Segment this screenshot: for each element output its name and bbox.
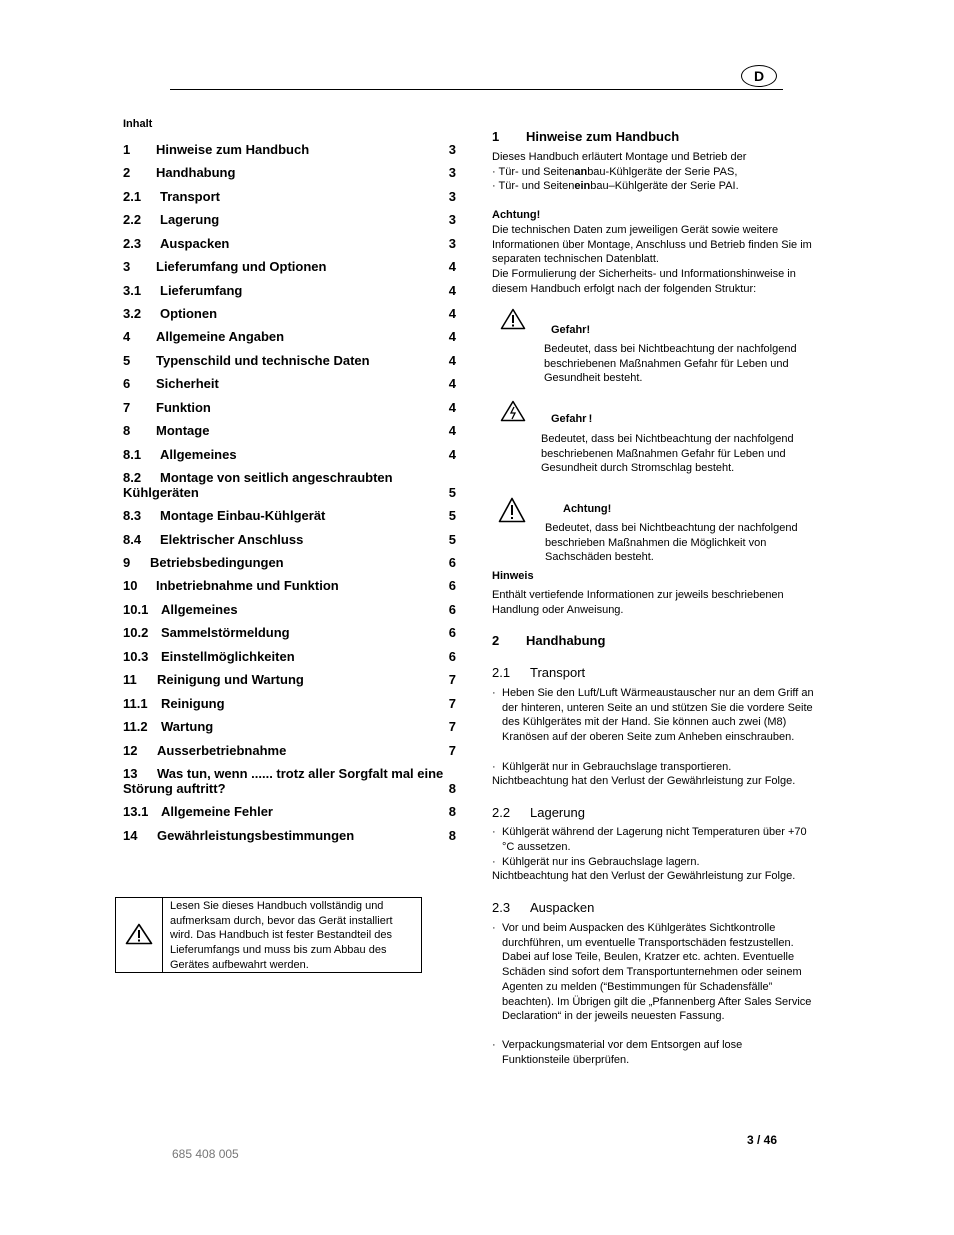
toc-entry (123, 555, 456, 570)
series-pai-line: · Tür- und Seiteneinbau–Kühlgeräte der Serie PAI. (492, 180, 739, 193)
toc-entry-page: 4 (448, 400, 456, 415)
toc-entry-number: 4 (123, 329, 131, 344)
toc-entry-number: 3 (123, 259, 131, 274)
lagerung-note: Nichtbeachtung hat den Verlust der Gewährleistung zur Folge. (492, 870, 796, 882)
toc-entry-page: 7 (448, 672, 456, 687)
toc-entry (123, 470, 456, 500)
caution-triangle-icon (498, 497, 526, 523)
toc-entry-page: 5 (448, 532, 456, 547)
toc-entry (123, 532, 456, 547)
achtung-caution-text: Bedeutet, dass bei Nichtbeachtung der nachfolgend beschrieben Maßnahmen die Möglichkeit von Sachschäden besteht. (545, 522, 798, 564)
toc-entry-number: 8.3 (123, 508, 142, 523)
toc-entry-title: Allgemeine Angaben (156, 329, 285, 344)
toc-entry-page: 6 (448, 602, 456, 617)
toc-entry-title: Sicherheit (156, 376, 219, 391)
section-title: Hinweise zum Handbuch (526, 129, 680, 144)
list-item: · Verpackungsmaterial vor dem Entsorgen auf lose Funktionsteile überprüfen. (492, 1039, 743, 1066)
toc-entry-page: 7 (448, 719, 456, 734)
hinweis-text: Enthält vertiefende Informationen zur jeweils beschriebenen Handlung oder Anweisung. (492, 589, 784, 616)
toc-entry-page: 8 (448, 828, 456, 843)
toc-entry (123, 696, 456, 711)
section-2-1-heading: 2.1 Transport (492, 665, 586, 680)
toc-entry-title: Lieferumfang (160, 283, 243, 298)
toc-entry-page: 4 (448, 329, 456, 344)
toc-entry-title: Typenschild und technische Daten (156, 353, 370, 368)
toc-entry (123, 828, 456, 843)
toc-entry-number: 2 (123, 165, 131, 180)
toc-entry-number: 11 (123, 672, 137, 687)
language-badge: D (741, 65, 777, 87)
toc-entry-number: 7 (123, 400, 131, 415)
toc-entry-number: 10.3 (123, 649, 149, 664)
section-2-2-heading: 2.2 Lagerung (492, 805, 585, 820)
toc-entry-title: Einstellmöglichkeiten (161, 649, 295, 664)
list-item: · Kühlgerät nur ins Gebrauchslage lagern. (492, 856, 700, 868)
achtung-caution-label: Achtung! (563, 503, 612, 515)
electric-hazard-icon (500, 400, 526, 422)
toc-entry-number: 8.4 (123, 532, 142, 547)
toc-entry-page: 3 (448, 212, 456, 227)
toc-entry-page: 8 (448, 781, 456, 796)
gefahr-label: Gefahr! (551, 324, 591, 336)
toc-entry-title: Hinweise zum Handbuch (156, 142, 310, 157)
toc-entry-title: Transport (160, 189, 220, 204)
toc-entry (123, 423, 456, 438)
toc-entry-page: 5 (448, 485, 456, 500)
achtung-label: Achtung! (492, 209, 541, 221)
document-number: 685 408 005 (172, 1147, 239, 1161)
toc-entry-number: 9 (123, 555, 131, 570)
warning-triangle-icon (500, 308, 526, 330)
toc-entry (123, 766, 456, 796)
toc-entry-number: 2.2 (123, 212, 142, 227)
toc-entry-number: 10.1 (123, 602, 149, 617)
toc-entry-title: Montage Einbau-Kühlgerät (160, 508, 326, 523)
toc-entry-title: Lieferumfang und Optionen (156, 259, 327, 274)
toc-entry-page: 4 (448, 353, 456, 368)
toc-entry-number: 11.1 (123, 696, 148, 711)
toc-entry (123, 743, 456, 758)
toc-entry-page: 3 (448, 236, 456, 251)
toc-entry-number: 8.2 (123, 470, 142, 485)
toc-entry (123, 672, 456, 687)
toc-title: Inhalt (123, 118, 153, 130)
toc-entry-title: Montage (156, 423, 210, 438)
toc-entry-page: 4 (448, 283, 456, 298)
toc-entry (123, 142, 456, 157)
toc-entry-number: 13.1 (123, 804, 149, 819)
toc-entry-page: 7 (448, 696, 456, 711)
toc-entry-title: Allgemeine Fehler (161, 804, 273, 819)
toc-entry-title: Ausserbetriebnahme (157, 743, 287, 758)
toc-entry (123, 283, 456, 298)
toc-entry-page: 4 (448, 447, 456, 462)
toc-entry-page: 3 (448, 189, 456, 204)
section-2-heading: 2 Handhabung (492, 633, 606, 648)
toc-entry (123, 376, 456, 391)
page-number: 3 / 46 (747, 1133, 778, 1147)
toc-entry-number: 5 (123, 353, 131, 368)
toc-entry (123, 508, 456, 523)
toc-entry-title: Handhabung (156, 165, 236, 180)
toc-entry (123, 649, 456, 664)
toc-entry-title: Optionen (160, 306, 218, 321)
toc-entry-page: 4 (448, 423, 456, 438)
toc-entry-number: 8.1 (123, 447, 142, 462)
header-divider (170, 89, 783, 90)
toc-entry-number: 10.2 (123, 625, 149, 640)
gefahr-text: Bedeutet, dass bei Nichtbeachtung der nachfolgend beschriebenen Maßnahmen Gefahr für Leben und Gesundheit besteht. (544, 343, 797, 385)
toc-entry (123, 578, 456, 593)
toc-entry-page: 4 (448, 376, 456, 391)
toc-entry-page: 6 (448, 555, 456, 570)
toc-entry-page: 6 (448, 625, 456, 640)
toc-entry (123, 306, 456, 321)
toc-entry (123, 259, 456, 274)
toc-entry-page: 3 (448, 142, 456, 157)
toc-entry-number: 3.1 (123, 283, 142, 298)
toc-entry-number: 13 (123, 766, 138, 781)
gefahr-electric-text: Bedeutet, dass bei Nichtbeachtung der nachfolgend beschriebenen Maßnahmen Gefahr für Leben und Gesundheit durch Stromschlag besteht. (541, 433, 794, 475)
toc-entry-page: 5 (448, 508, 456, 523)
toc-entry-title: Wartung (161, 719, 214, 734)
toc-entry-page: 8 (448, 804, 456, 819)
toc-entry (123, 625, 456, 640)
warning-triangle-icon (116, 898, 163, 972)
achtung-text: Die technischen Daten zum jeweiligen Gerät sowie weitere Informationen über Montage, Anschluss und Betrieb finden Sie im separaten technischen Datenblatt. Die Formulierung der Sicherheits- und Informationshinweise in diesem Handbuch erfolgt nach der folgenden Struktur: (492, 224, 812, 295)
toc-entry-title: Was tun, wenn ...... trotz aller Sorgfalt mal eine Störung auftritt? (123, 766, 444, 796)
toc-entry-title: Auspacken (160, 236, 230, 251)
intro-text: Dieses Handbuch erläutert Montage und Betrieb der (492, 151, 747, 163)
section-1-intro (492, 150, 822, 194)
toc-entry (123, 719, 456, 734)
toc-entry-number: 6 (123, 376, 131, 391)
toc-entry (123, 329, 456, 344)
toc-entry-title: Reinigung (161, 696, 225, 711)
series-pas-line: · Tür- und Seitenanbau-Kühlgeräte der Serie PAS, (492, 165, 738, 178)
toc-entry-page: 7 (448, 743, 456, 758)
toc-entry-title: Sammelstörmeldung (161, 625, 290, 640)
toc-entry-title: Gewährleistungsbestimmungen (157, 828, 355, 843)
toc-entry-title: Reinigung und Wartung (157, 672, 304, 687)
toc-entry-number: 14 (123, 828, 138, 843)
toc-entry-number: 2.1 (123, 189, 142, 204)
toc-entry-number: 10 (123, 578, 138, 593)
toc-entry-title: Lagerung (160, 212, 220, 227)
toc-entry-number: 12 (123, 743, 138, 758)
toc-entry-title: Betriebsbedingungen (150, 555, 284, 570)
section-1-heading (492, 130, 822, 145)
list-item: · Heben Sie den Luft/Luft Wärmeaustauscher nur an dem Griff an der hinteren, unteren Seite an und stützen Sie die vordere Seite des Kühlgerätes mit der Hand. Sie können auch zwei (M8) Kranösen auf der oberen Seite zum Anheben einschrauben. (492, 687, 814, 744)
list-item: · Kühlgerät nur in Gebrauchslage transportieren. (492, 761, 732, 773)
toc-entry (123, 212, 456, 227)
toc-entry (123, 447, 456, 462)
gefahr-electric-label: Gefahr ! (551, 413, 593, 425)
toc-entry-number: 8 (123, 423, 131, 438)
toc-entry (123, 165, 456, 180)
toc-entry (123, 353, 456, 368)
section-number: 1 (492, 129, 500, 144)
toc-entry-title: Allgemeines (160, 447, 237, 462)
toc-entry-page: 6 (448, 649, 456, 664)
toc-entry-number: 2.3 (123, 236, 142, 251)
transport-note: Nichtbeachtung hat den Verlust der Gewährleistung zur Folge. (492, 775, 796, 787)
section-2-3-heading: 2.3 Auspacken (492, 900, 595, 915)
toc-entry-page: 3 (448, 165, 456, 180)
toc-entry-title: Montage von seitlich angeschraubten Kühlgeräten (123, 470, 393, 500)
toc-entry (123, 804, 456, 819)
toc-entry (123, 602, 456, 617)
read-manual-notice (115, 897, 422, 973)
toc-entry-title: Funktion (156, 400, 211, 415)
list-item: · Vor und beim Auspacken des Kühlgerätes Sichtkontrolle durchführen, um eventuelle Transportschäden festzustellen. Dabei auf lose Teile, Beulen, Kratzer etc. achten. Eventuelle Schäden sind sofort dem Transportunternehmen oder seinem Agenten zu melden (“Bestimmungen für Schadensfälle” beachten). Im Übrigen gilt die „Pfannenberg After Sales Service Declaration“ in der jeweils neuesten Fassung. (492, 922, 812, 1023)
toc-entry (123, 236, 456, 251)
toc-entry-number: 1 (123, 142, 131, 157)
hinweis-label: Hinweis (492, 570, 534, 582)
toc-entry-page: 4 (448, 259, 456, 274)
list-item: · Kühlgerät während der Lagerung nicht Temperaturen über +70 °C aussetzen. (492, 826, 807, 853)
toc-entry (123, 189, 456, 204)
toc-entry-number: 3.2 (123, 306, 142, 321)
toc-entry-number: 11.2 (123, 719, 148, 734)
toc-entry-title: Allgemeines (161, 602, 238, 617)
toc-entry-title: Elektrischer Anschluss (160, 532, 304, 547)
toc-entry-page: 6 (448, 578, 456, 593)
toc-entry-page: 4 (448, 306, 456, 321)
toc-entry-title: Inbetriebnahme und Funktion (156, 578, 339, 593)
notice-text: Lesen Sie dieses Handbuch vollständig und aufmerksam durch, bevor das Gerät installiert wird. Das Handbuch ist fester Bestandteil des Lieferumfangs und muss bis zum Abbau des Gerätes aufbewahrt werden. (170, 900, 393, 971)
toc-entry (123, 400, 456, 415)
